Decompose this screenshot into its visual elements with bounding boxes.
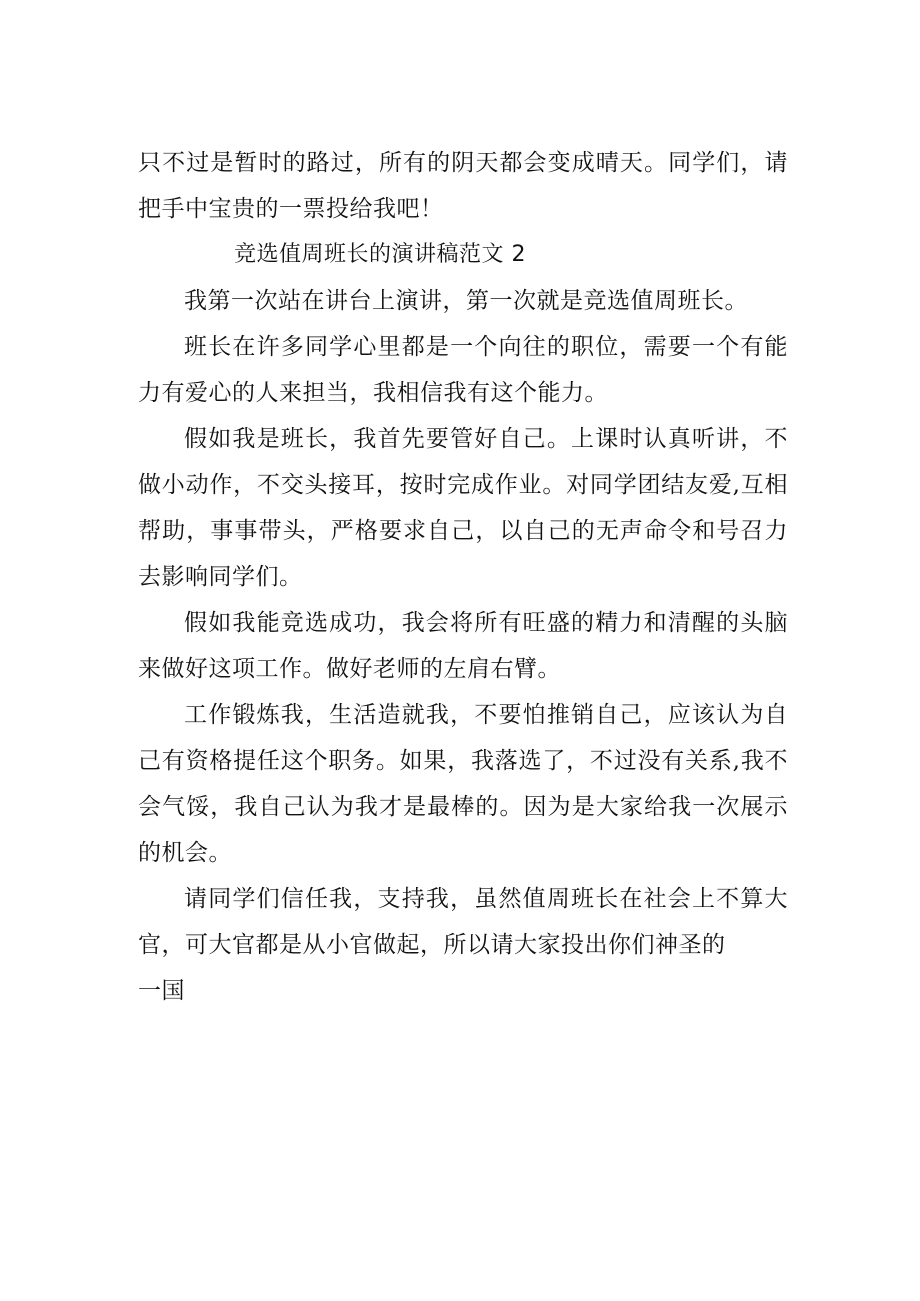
document-body — [138, 140, 788, 1014]
paragraph: 班长在许多同学心里都是一个向往的职位，需要一个有能力有爱心的人来担当，我相信我有这个能力。 — [138, 334, 788, 406]
paragraph-continuation: 只不过是暂时的路过，所有的阴天都会变成晴天。同学们，请把手中宝贵的一票投给我吧！ — [138, 150, 788, 222]
paragraph: 我第一次站在讲台上演讲，第一次就是竞选值周班长。 — [184, 288, 748, 314]
paragraph: 工作锻炼我，生活造就我，不要怕推销自己，应该认为自己有资格提任这个职务。如果，我落选了，不过没有关系,我不会气馁，我自己认为我才是最棒的。因为是大家给我一次展示的机会。 — [138, 702, 788, 866]
paragraph-fragment: 一国 — [138, 978, 185, 1004]
paragraph: 请同学们信任我，支持我，虽然值周班长在社会上不算大官，可大官都是从小官做起，所以请大家投出你们神圣的 — [138, 886, 788, 958]
section-heading: 竞选值周班长的演讲稿范文 2 — [234, 242, 526, 267]
paragraph: 假如我是班长，我首先要管好自己。上课时认真听讲，不做小动作，不交头接耳，按时完成作业。对同学团结友爱,互相帮助，事事带头，严格要求自己，以自己的无声命令和号召力去影响同学们。 — [138, 426, 788, 590]
paragraph: 假如我能竞选成功，我会将所有旺盛的精力和清醒的头脑来做好这项工作。做好老师的左肩右臂。 — [138, 610, 788, 682]
